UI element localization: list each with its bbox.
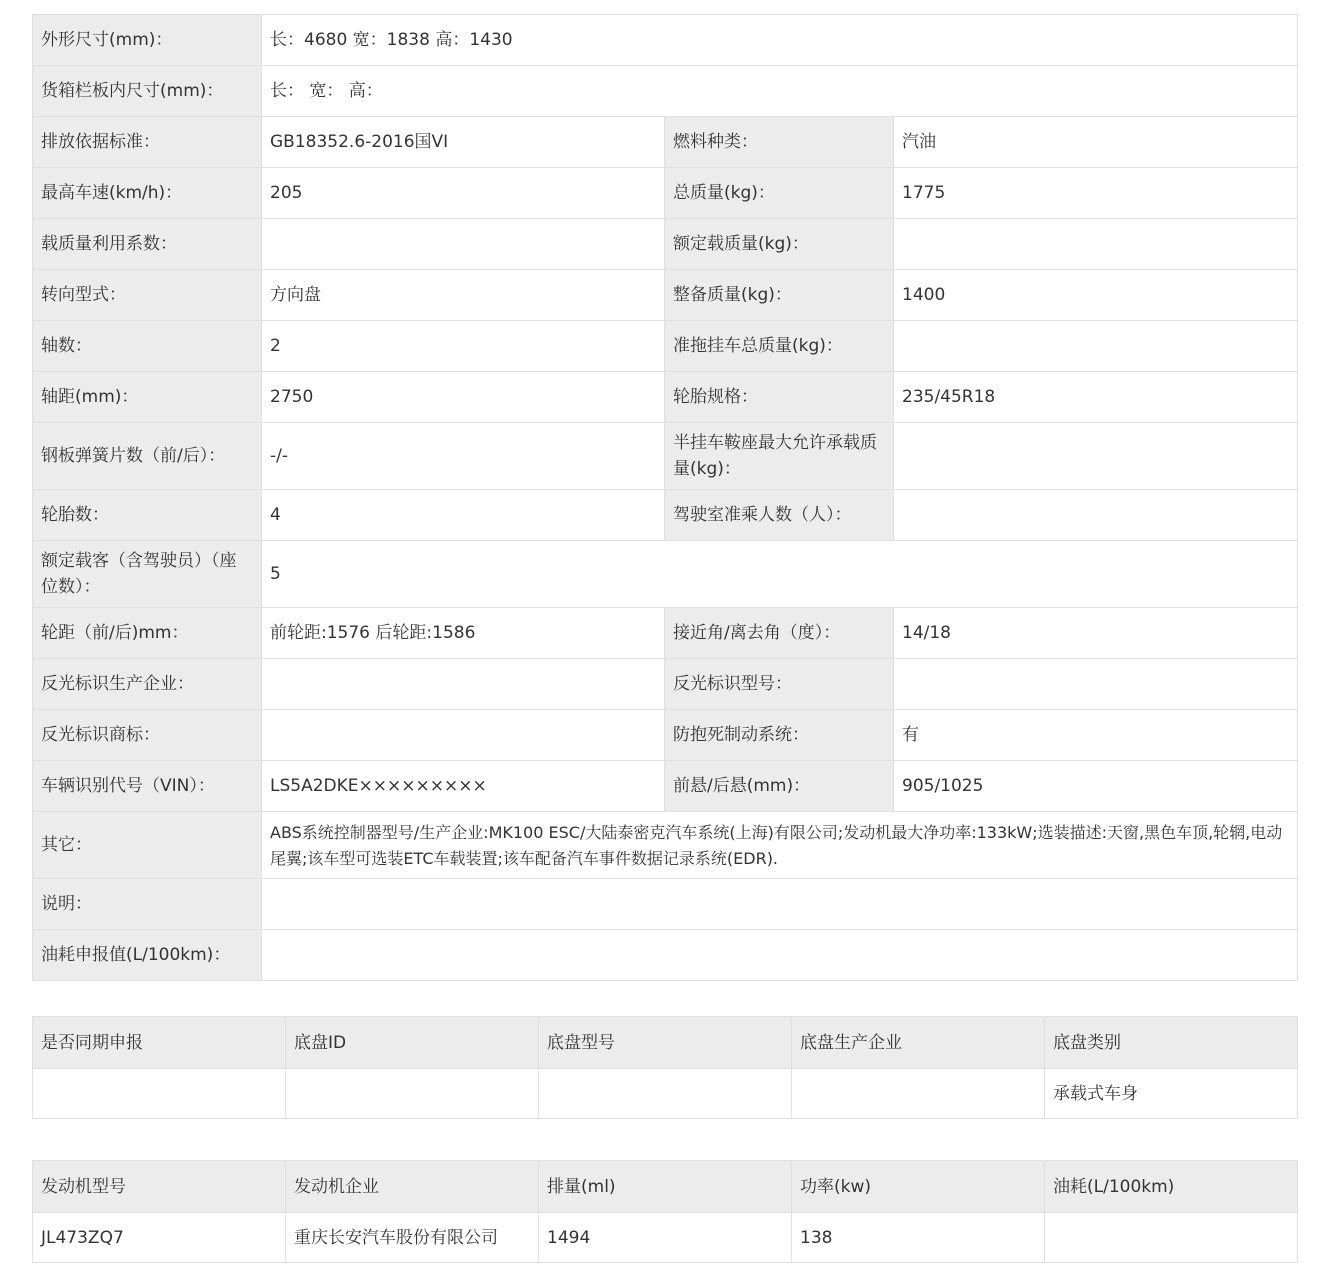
vin-value: LS5A2DKE××××××××× [262, 761, 665, 812]
fuel-cons-value [262, 930, 1298, 981]
table-row [33, 219, 1298, 270]
table-row [33, 372, 1298, 423]
trailer-mass-label: 准拖挂车总质量(kg)： [665, 321, 894, 372]
table-row [33, 710, 1298, 761]
wheelbase-label: 轴距(mm)： [33, 372, 262, 423]
engine-header-cell: 发动机型号 [33, 1161, 286, 1213]
table-row [33, 812, 1298, 879]
chassis-cell [286, 1069, 539, 1119]
passengers-label: 额定载客（含驾驶员）（座位数）： [33, 541, 262, 608]
reflect-model-value [894, 659, 1298, 710]
table-row [33, 659, 1298, 710]
emission-value: GB18352.6-2016国VI [262, 117, 665, 168]
wheelbase-value: 2750 [262, 372, 665, 423]
cab-seats-value [894, 490, 1298, 541]
spring-label: 钢板弹簧片数（前/后）： [33, 423, 262, 490]
abs-label: 防抱死制动系统： [665, 710, 894, 761]
engine-header-cell: 排量(ml) [539, 1161, 792, 1213]
other-value: ABS系统控制器型号/生产企业:MK100 ESC/大陆泰密克汽车系统(上海)有限公司;发动机最大净功率:133kW;选装描述:天窗,黑色车顶,轮辋,电动尾翼;该车型可选装ETC车载装置;该车配备汽车事件数据记录系统(EDR). [262, 812, 1298, 879]
reflect-brand-label: 反光标识商标： [33, 710, 262, 761]
total-mass-label: 总质量(kg)： [665, 168, 894, 219]
table-row [33, 117, 1298, 168]
engine-table [32, 1160, 1298, 1263]
saddle-label: 半挂车鞍座最大允许承载质量(kg)： [665, 423, 894, 490]
table-row [33, 490, 1298, 541]
saddle-value [894, 423, 1298, 490]
trailer-mass-value [894, 321, 1298, 372]
reflect-model-label: 反光标识型号： [665, 659, 894, 710]
table-row [33, 270, 1298, 321]
reflect-maker-value [262, 659, 665, 710]
desc-value [262, 879, 1298, 930]
rated-load-value [894, 219, 1298, 270]
engine-cell: 重庆长安汽车股份有限公司 [286, 1213, 539, 1263]
chassis-cell [33, 1069, 286, 1119]
cargo-label: 货箱栏板内尺寸(mm)： [33, 66, 262, 117]
abs-value: 有 [894, 710, 1298, 761]
dims-label: 外形尺寸(mm)： [33, 15, 262, 66]
chassis-header-cell: 底盘ID [286, 1017, 539, 1069]
curb-mass-value: 1400 [894, 270, 1298, 321]
chassis-table [32, 1016, 1298, 1119]
speed-value: 205 [262, 168, 665, 219]
vin-label: 车辆识别代号（VIN）： [33, 761, 262, 812]
tire-count-label: 轮胎数： [33, 490, 262, 541]
desc-label: 说明： [33, 879, 262, 930]
speed-label: 最高车速(km/h)： [33, 168, 262, 219]
table-row [33, 761, 1298, 812]
dims-value: 长：4680 宽：1838 高：1430 [262, 15, 1298, 66]
chassis-header-cell: 是否同期申报 [33, 1017, 286, 1069]
load-util-label: 载质量利用系数： [33, 219, 262, 270]
engine-header-cell: 发动机企业 [286, 1161, 539, 1213]
table-header-row [33, 1161, 1298, 1213]
tire-label: 轮胎规格： [665, 372, 894, 423]
steering-label: 转向型式： [33, 270, 262, 321]
chassis-header-cell: 底盘类别 [1045, 1017, 1298, 1069]
engine-cell: 1494 [539, 1213, 792, 1263]
axles-label: 轴数： [33, 321, 262, 372]
spring-value: -/- [262, 423, 665, 490]
fuel-value: 汽油 [894, 117, 1298, 168]
engine-cell: JL473ZQ7 [33, 1213, 286, 1263]
steering-value: 方向盘 [262, 270, 665, 321]
table-row [33, 66, 1298, 117]
overhang-value: 905/1025 [894, 761, 1298, 812]
table-header-row [33, 1017, 1298, 1069]
engine-header-cell: 油耗(L/100km) [1045, 1161, 1298, 1213]
chassis-header-cell: 底盘生产企业 [792, 1017, 1045, 1069]
table-row [33, 423, 1298, 490]
fuel-label: 燃料种类： [665, 117, 894, 168]
table-row [33, 168, 1298, 219]
chassis-cell [539, 1069, 792, 1119]
total-mass-value: 1775 [894, 168, 1298, 219]
axles-value: 2 [262, 321, 665, 372]
angle-label: 接近角/离去角（度）： [665, 608, 894, 659]
table-row [33, 541, 1298, 608]
chassis-cell: 承载式车身 [1045, 1069, 1298, 1119]
curb-mass-label: 整备质量(kg)： [665, 270, 894, 321]
cab-seats-label: 驾驶室准乘人数（人）： [665, 490, 894, 541]
table-row [33, 321, 1298, 372]
reflect-maker-label: 反光标识生产企业： [33, 659, 262, 710]
fuel-cons-label: 油耗申报值(L/100km)： [33, 930, 262, 981]
table-row [33, 879, 1298, 930]
tire-value: 235/45R18 [894, 372, 1298, 423]
emission-label: 排放依据标准： [33, 117, 262, 168]
table-row [33, 1069, 1298, 1119]
chassis-header-cell: 底盘型号 [539, 1017, 792, 1069]
table-row [33, 1213, 1298, 1263]
table-row [33, 930, 1298, 981]
engine-cell [1045, 1213, 1298, 1263]
table-row [33, 15, 1298, 66]
angle-value: 14/18 [894, 608, 1298, 659]
engine-cell: 138 [792, 1213, 1045, 1263]
reflect-brand-value [262, 710, 665, 761]
cargo-value: 长： 宽： 高： [262, 66, 1298, 117]
track-label: 轮距（前/后)mm： [33, 608, 262, 659]
chassis-cell [792, 1069, 1045, 1119]
track-value: 前轮距:1576 后轮距:1586 [262, 608, 665, 659]
rated-load-label: 额定载质量(kg)： [665, 219, 894, 270]
overhang-label: 前悬/后悬(mm)： [665, 761, 894, 812]
table-row [33, 608, 1298, 659]
other-label: 其它： [33, 812, 262, 879]
load-util-value [262, 219, 665, 270]
tire-count-value: 4 [262, 490, 665, 541]
engine-header-cell: 功率(kw) [792, 1161, 1045, 1213]
passengers-value: 5 [262, 541, 1298, 608]
vehicle-spec-table [32, 14, 1298, 981]
